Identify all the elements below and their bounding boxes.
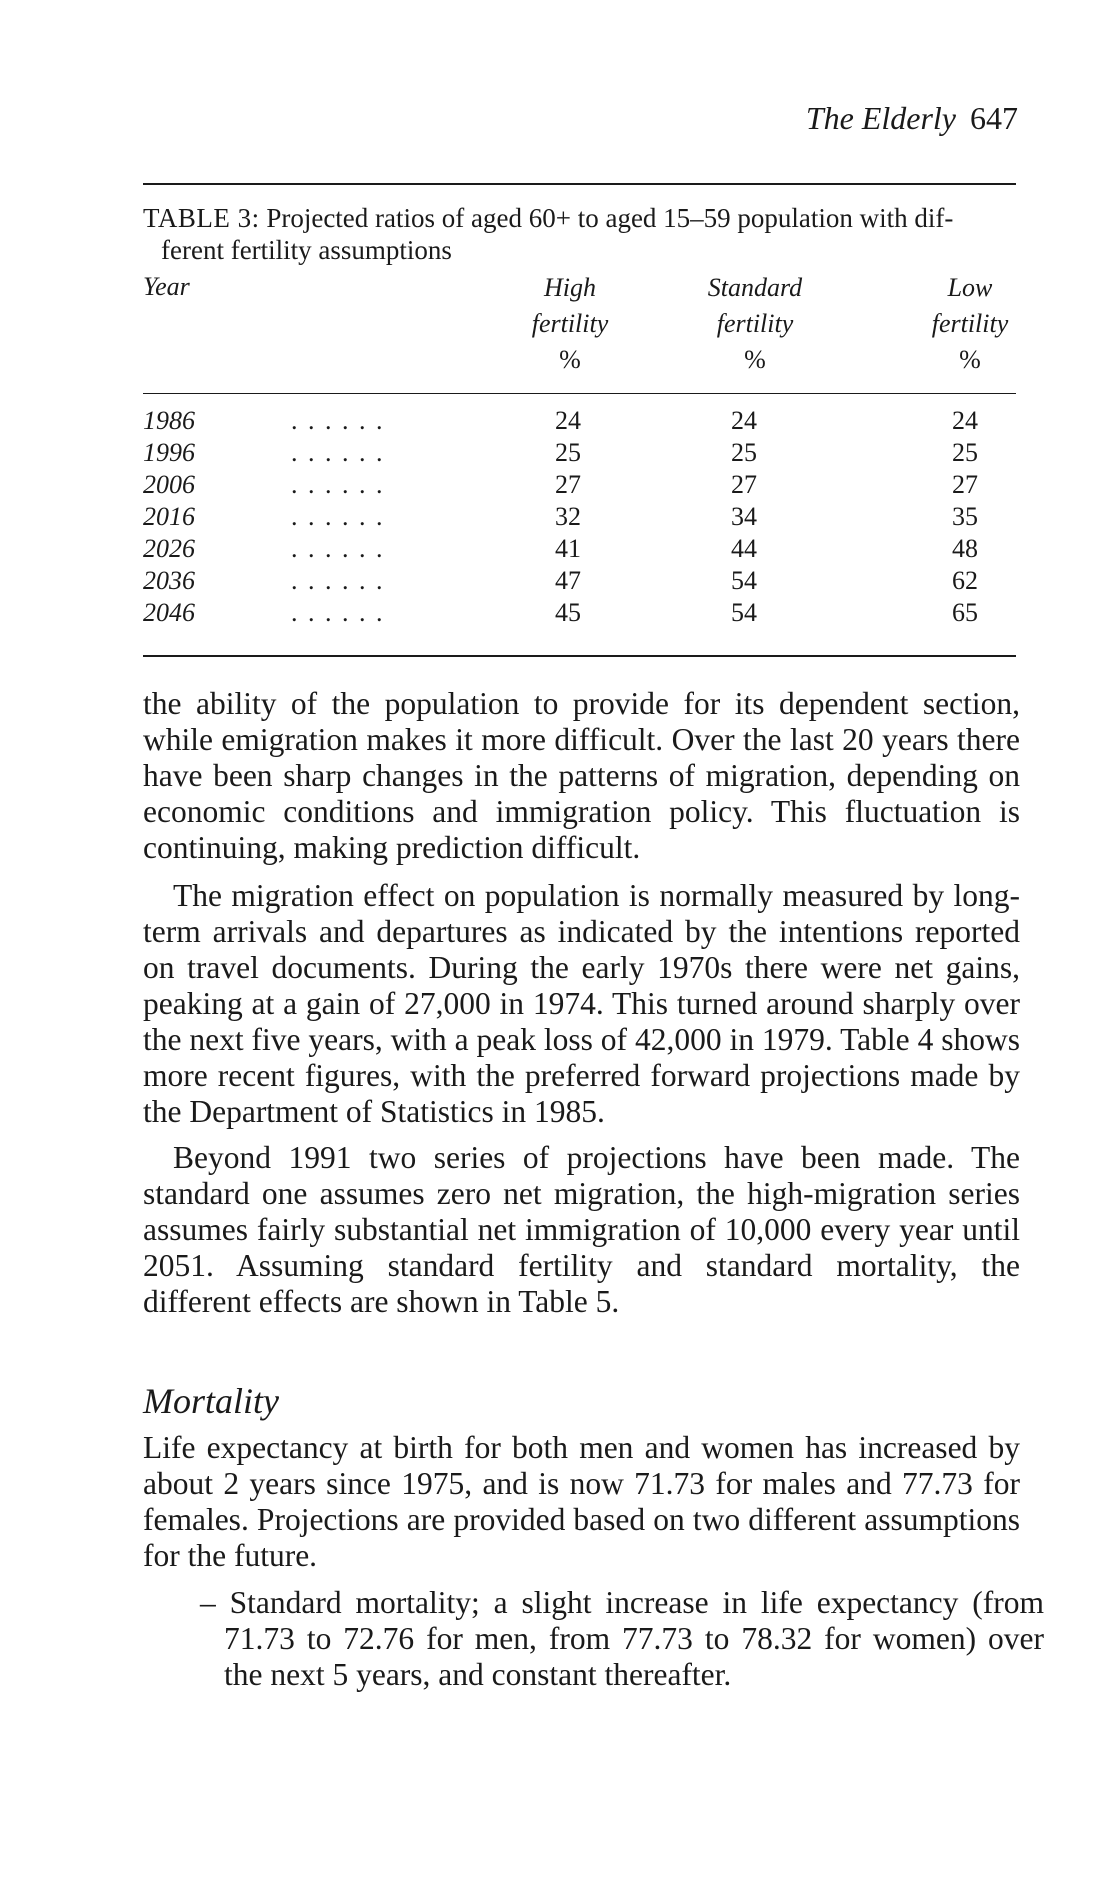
row-low: 27 (952, 470, 978, 499)
paragraph-projections: Beyond 1991 two series of projections have been made. The standard one assumes zero net migration, the high-migration series assumes fairly substantial net immigration of 10,000 every year until 2051. Assuming standard fertility and standard mortality, the different effects are shown in Table 5. (143, 1140, 1020, 1319)
row-high: 25 (555, 438, 581, 467)
row-leader-dots: . . . . . . (291, 598, 385, 627)
table-row (143, 406, 1023, 438)
row-high: 41 (555, 534, 581, 563)
column-header-line1: High (544, 273, 596, 302)
column-header-unit: % (559, 345, 581, 374)
row-low: 62 (952, 566, 978, 595)
row-standard: 44 (731, 534, 757, 563)
row-standard: 24 (731, 406, 757, 435)
row-year: 2046 (143, 598, 195, 627)
running-title: The Elderly (805, 100, 956, 136)
row-leader-dots: . . . . . . (291, 534, 385, 563)
row-leader-dots: . . . . . . (291, 406, 385, 435)
row-low: 25 (952, 438, 978, 467)
row-year: 2036 (143, 566, 195, 595)
row-year: 1996 (143, 438, 195, 467)
table-bottom-rule (143, 655, 1016, 657)
row-leader-dots: . . . . . . (291, 502, 385, 531)
column-header-line2: fertility (716, 309, 794, 338)
table-caption-line-1: Projected ratios of aged 60+ to aged 15–59 population with dif- (266, 203, 954, 233)
row-standard: 25 (731, 438, 757, 467)
row-year: 2016 (143, 502, 195, 531)
row-standard: 54 (731, 566, 757, 595)
table-header-rule (143, 393, 1016, 394)
column-header-low-fertility (920, 270, 1020, 378)
paragraph-mortality: Life expectancy at birth for both men and women has increased by about 2 years since 1975, and is now 71.73 for males and 77.73 for females. Projections are provided based on two different assumptions for the future. (143, 1430, 1020, 1573)
row-year: 2006 (143, 470, 195, 499)
table-row (143, 438, 1023, 470)
table-row (143, 598, 1023, 630)
year-column-header: Year (143, 272, 190, 301)
paragraph-migration-effect: The migration effect on population is normally measured by long-term arrivals and departures as indicated by the intentions reported on travel documents. During the early 1970s there were net gains, peaking at a gain of 27,000 in 1974. This turned around sharply over the next five years, with a peak loss of 42,000 in 1979. Table 4 shows more recent figures, with the preferred forward projections made by the Department of Statistics in 1985. (143, 878, 1020, 1129)
table-caption (143, 202, 1023, 266)
table-caption-line-2: ferent fertility assumptions (161, 235, 452, 265)
row-year: 2026 (143, 534, 195, 563)
row-standard: 34 (731, 502, 757, 531)
row-low: 48 (952, 534, 978, 563)
page-number: 647 (970, 100, 1018, 136)
row-low: 65 (952, 598, 978, 627)
column-header-line1: Standard (707, 273, 803, 302)
column-header-unit: % (744, 345, 766, 374)
table-row (143, 534, 1023, 566)
section-heading-mortality: Mortality (143, 1381, 279, 1421)
row-low: 24 (952, 406, 978, 435)
column-header-unit: % (959, 345, 981, 374)
row-high: 47 (555, 566, 581, 595)
row-leader-dots: . . . . . . (291, 438, 385, 467)
row-leader-dots: . . . . . . (291, 566, 385, 595)
column-header-line2: fertility (531, 309, 609, 338)
row-year: 1986 (143, 406, 195, 435)
table-top-rule (143, 183, 1016, 185)
row-low: 35 (952, 502, 978, 531)
column-header-line1: Low (947, 273, 993, 302)
table-caption-label: TABLE 3: (143, 203, 260, 233)
table-row (143, 566, 1023, 598)
table-row (143, 502, 1023, 534)
column-header-high-fertility (520, 270, 620, 378)
row-high: 27 (555, 470, 581, 499)
table-row (143, 470, 1023, 502)
row-high: 32 (555, 502, 581, 531)
paragraph-continuation: the ability of the population to provide for its dependent section, while emigration makes it more difficult. Over the last 20 years there have been sharp changes in the patterns of migration, depending on economic conditions and immigration policy. This fluctuation is continuing, making prediction difficult. (143, 686, 1020, 865)
row-standard: 27 (731, 470, 757, 499)
column-header-line2: fertility (931, 309, 1009, 338)
row-high: 45 (555, 598, 581, 627)
bullet-standard-mortality: – Standard mortality; a slight increase in life expectancy (from 71.73 to 72.76 for men, from 77.73 to 78.32 for women) over the next 5 years, and constant thereafter. (200, 1585, 1044, 1692)
row-leader-dots: . . . . . . (291, 470, 385, 499)
row-high: 24 (555, 406, 581, 435)
row-standard: 54 (731, 598, 757, 627)
running-head (806, 100, 1018, 137)
column-header-standard-fertility (690, 270, 820, 378)
